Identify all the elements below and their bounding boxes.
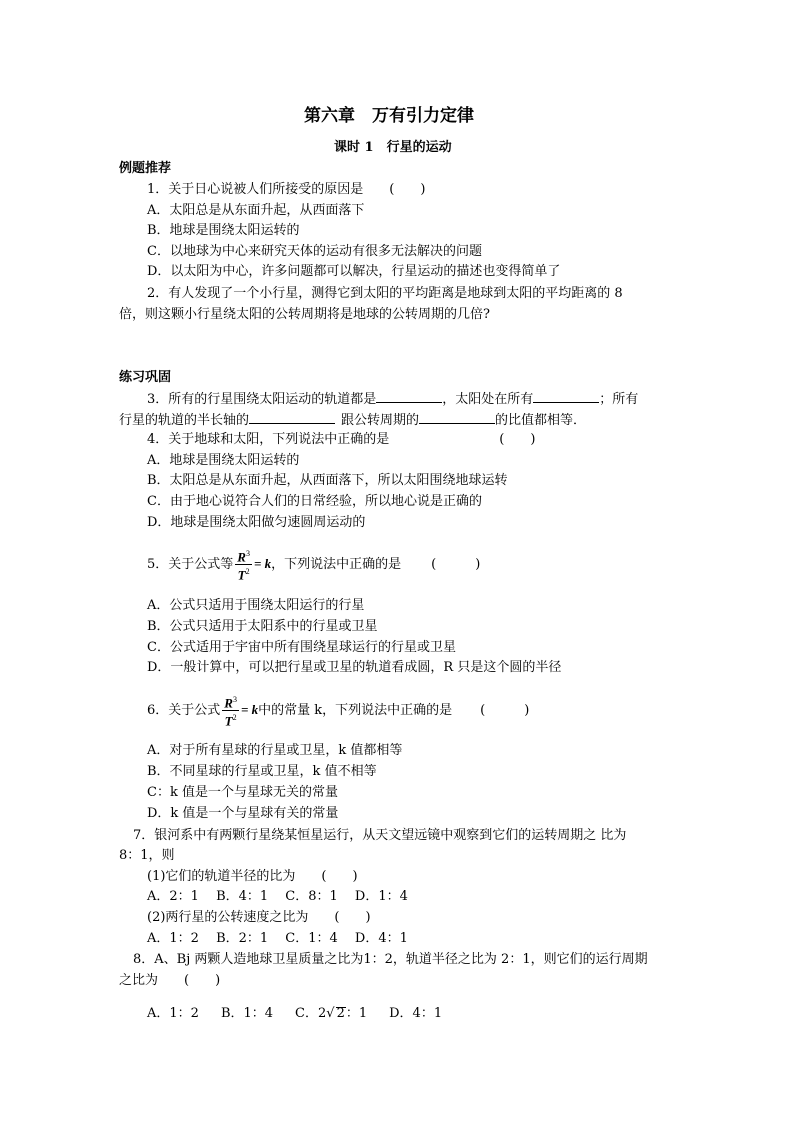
q8-option-c: C．2√ 2：1 <box>295 1006 368 1021</box>
sqrt-symbol: √ <box>326 1006 335 1021</box>
q8-option-d: D．4：1 <box>389 1006 443 1021</box>
blank-3[interactable] <box>249 411 335 424</box>
q5-option-a: A．公式只适用于围绕太阳运行的行星 <box>147 598 365 613</box>
q5-option-c: C．公式适用于宇宙中所有围绕星球运行的行星或卫星 <box>147 640 456 655</box>
q6-option-d: D．k 值是一个与星球有关的常量 <box>147 806 339 821</box>
q3-line2: 行星的轨道的半长轴的 跟公转周期的 的比值都相等． <box>119 413 587 428</box>
section-heading-examples: 例题推荐 <box>119 161 172 176</box>
chapter-title: 第六章 万有引力定律 <box>304 106 474 126</box>
q4-option-c: C．由于地心说符合人们的日常经验，所以地心说是正确的 <box>147 494 482 509</box>
q4-option-a: A．地球是围绕太阳运转的 <box>147 453 300 468</box>
q4-option-d: D．地球是围绕太阳做匀速圆周运动的 <box>147 515 366 530</box>
q7-sub1-options: A．2：1 B．4：1 C．8：1 D．1：4 <box>147 889 408 904</box>
q8-option-a: A．1：2 <box>147 1006 199 1021</box>
q4-stem: 4．关于地球和太阳，下列说法中正确的是 ( ) <box>147 432 536 447</box>
q6-stem: 6．关于公式 $\frac{R^3}{T^2}$ = k中的常量 k，下列说法中正确的是 ( ) <box>147 694 530 729</box>
formula-fraction-2: $\frac{R^3}{T^2}$ <box>224 694 237 729</box>
q3-line1: 3．所有的行星围绕太阳运动的轨道都是 ，太阳处在所有 ；所有 <box>147 392 639 407</box>
blank-4[interactable] <box>419 411 495 424</box>
q7-sub2-options: A．1：2 B．2：1 C．1：4 D．4：1 <box>147 931 408 946</box>
q6-option-c: C：k 值是一个与星球无关的常量 <box>147 785 338 800</box>
q6-option-a: A．对于所有星球的行星或卫星，k 值都相等 <box>147 743 403 758</box>
q1-stem: 1．关于日心说被人们所接受的原因是 ( ) <box>147 182 426 197</box>
q7-line1: 7．银河系中有两颗行星绕某恒星运行，从天文望远镜中观察到它们的运转周期之 比为 <box>133 828 627 843</box>
q4-option-b: B．太阳总是从东面升起，从西面落下，所以太阳围绕地球运转 <box>147 473 508 488</box>
q8-line2: 之比为 ( ) <box>119 973 221 988</box>
q8-options <box>147 1006 442 1022</box>
blank-1[interactable] <box>376 390 442 403</box>
q6-option-b: B．不同星球的行星或卫星，k 值不相等 <box>147 764 377 779</box>
q7-line2: 8：1，则 <box>119 848 175 863</box>
q1-option-d: D．以太阳为中心，许多问题都可以解决，行星运动的描述也变得简单了 <box>147 264 561 279</box>
q1-option-b: B．地球是围绕太阳运转的 <box>147 223 300 238</box>
formula-fraction: $\frac{R^3}{T^2}$ <box>237 548 250 583</box>
q2-line2: 倍，则这颗小行星绕太阳的公转周期将是地球的公转周期的几倍? <box>119 307 490 322</box>
q7-sub2: (2)两行星的公转速度之比为 ( ) <box>147 910 371 925</box>
q5-option-b: B．公式只适用于太阳系中的行星或卫星 <box>147 619 378 634</box>
lesson-title: 课时 1 行星的运动 <box>334 140 452 155</box>
q5-option-d: D．一般计算中，可以把行星或卫星的轨道看成圆，R 只是这个圆的半径 <box>147 660 562 675</box>
section-heading-practice: 练习巩固 <box>119 370 172 385</box>
blank-2[interactable] <box>533 390 599 403</box>
q8-option-b: B．1：4 <box>220 1006 274 1021</box>
q5-stem: 5．关于公式等 $\frac{R^3}{T^2}$ = k，下列说法中正确的是 ( ) <box>147 548 481 583</box>
q1-option-c: C．以地球为中心来研究天体的运动有很多无法解决的问题 <box>147 244 482 259</box>
q7-sub1: (1)它们的轨道半径的比为 ( ) <box>147 869 358 884</box>
q8-line1: 8．A、Bj 两颗人造地球卫星质量之比为1：2，轨道半径之比为 2：1，则它们的运行周期 <box>133 952 648 967</box>
q1-option-a: A．太阳总是从东面升起，从西面落下 <box>147 203 365 218</box>
q2-line1: 2．有人发现了一个小行星，测得它到太阳的平均距离是地球到太阳的平均距离的 8 <box>147 286 623 301</box>
